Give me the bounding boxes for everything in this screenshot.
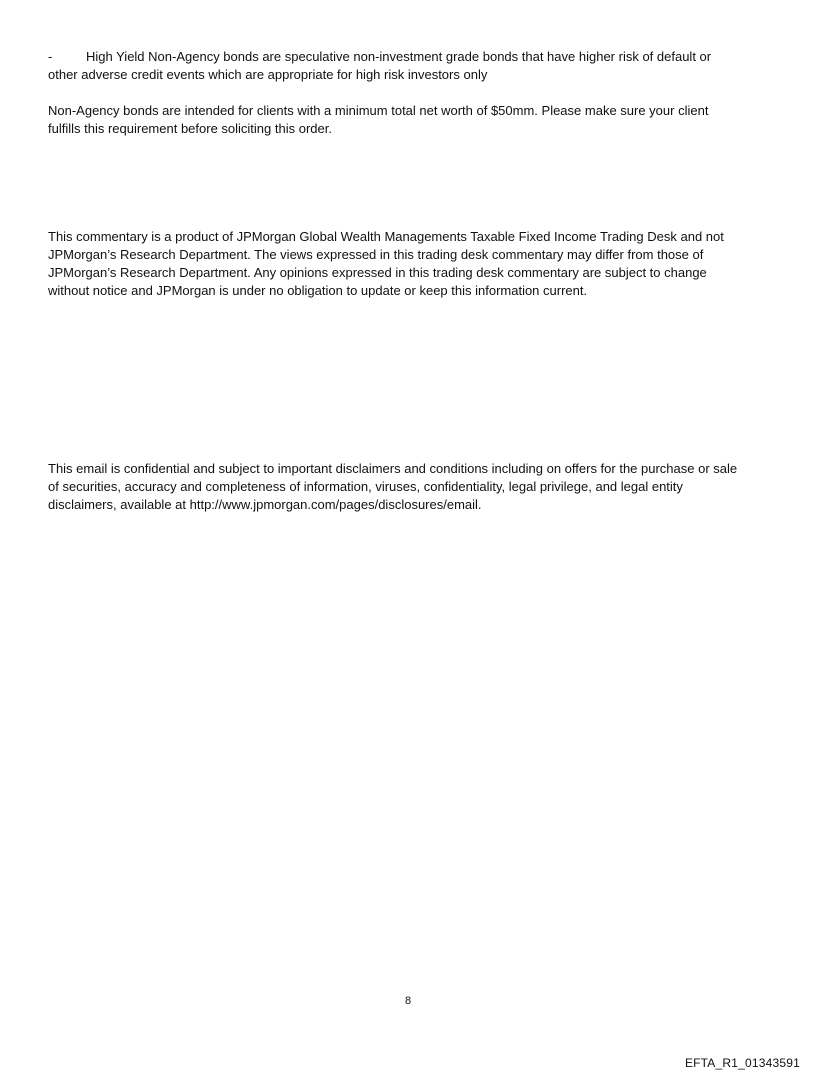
net-worth-line-2: fulfills this requirement before soliciting this order. [48, 121, 332, 136]
bullet-line-1 [48, 48, 776, 66]
bullet-line-2: other adverse credit events which are appropriate for high risk investors only [48, 67, 488, 82]
email-disclaimer-paragraph [48, 460, 776, 514]
bullet-marker: - [48, 49, 53, 64]
commentary-line-1: This commentary is a product of JPMorgan Global Wealth Managements Taxable Fixed Income Trading Desk and not [48, 229, 724, 244]
high-yield-bullet [48, 48, 776, 84]
email-disclaimer-line-1: This email is confidential and subject to important disclaimers and conditions including on offers for the purchase or sale [48, 461, 738, 476]
email-disclaimer-line-3: disclaimers, available at http://www.jpmorgan.com/pages/disclosures/email. [48, 497, 482, 512]
bullet-text-1: High Yield Non-Agency bonds are speculative non-investment grade bonds that have higher risk of default or [86, 49, 712, 64]
page-number: 8 [404, 995, 412, 1007]
commentary-line-3: JPMorgan’s Research Department. Any opinions expressed in this trading desk commentary are subject to change [48, 265, 707, 280]
commentary-paragraph [48, 228, 776, 300]
net-worth-paragraph [48, 102, 776, 138]
commentary-line-2: JPMorgan’s Research Department. The views expressed in this trading desk commentary may differ from those of [48, 247, 704, 262]
email-disclaimer-line-2: of securities, accuracy and completeness of information, viruses, confidentiality, legal privilege, and legal entity [48, 479, 683, 494]
document-id: EFTA_R1_01343591 [684, 1056, 800, 1070]
net-worth-line-1: Non-Agency bonds are intended for clients with a minimum total net worth of $50mm. Please make sure your client [48, 103, 709, 118]
commentary-line-4: without notice and JPMorgan is under no obligation to update or keep this information current. [48, 283, 588, 298]
